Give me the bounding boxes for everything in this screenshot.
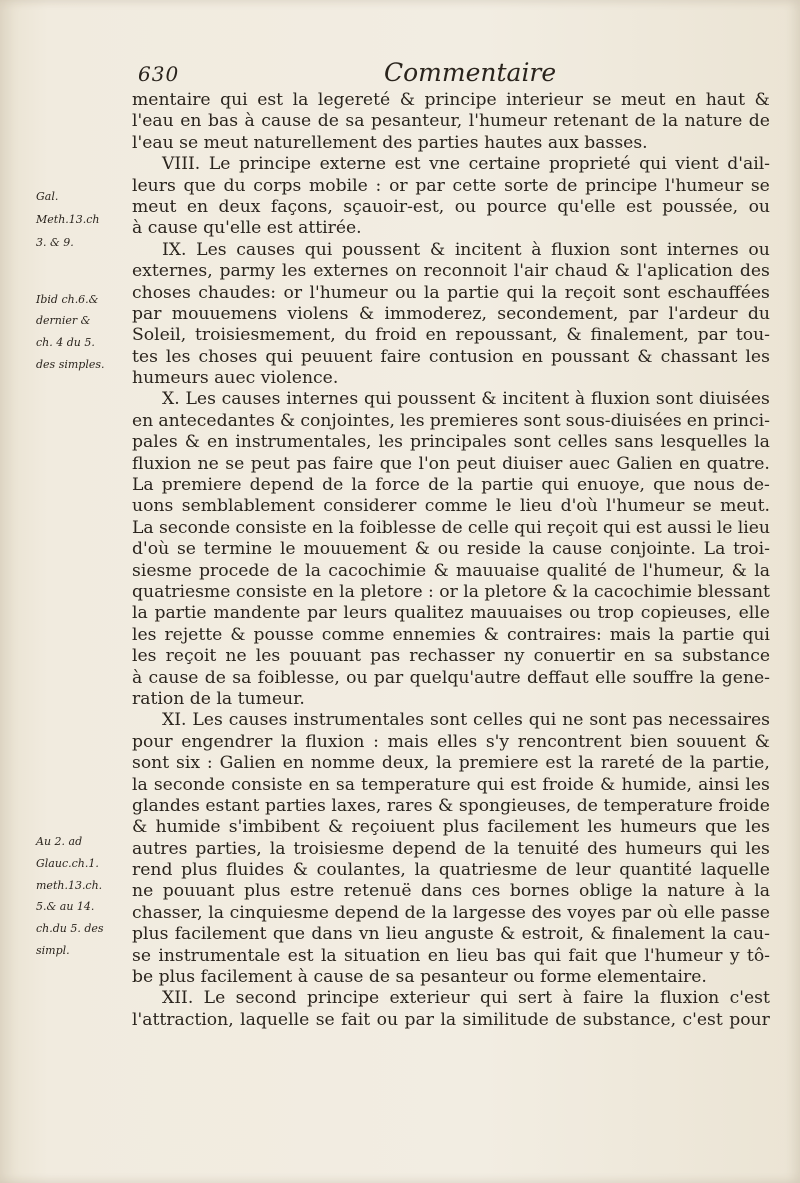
text-line: à cause de sa foiblesse, ou par quelqu'autre deffaut elle souffre la gene- — [132, 667, 770, 688]
text-line: plus facilement que dans vn lieu anguste & estroit, & finalement la cau- — [132, 924, 770, 945]
text-line: l'attraction, laquelle se fait ou par la similitude de substance, c'est pour — [132, 1009, 770, 1030]
margin-note: ch. 4 du 5. — [36, 336, 95, 349]
body-text — [132, 90, 770, 1031]
text-line: be plus facilement à cause de sa pesanteur ou forme elementaire. — [132, 967, 707, 988]
text-line: mentaire qui est la legereté & principe interieur se meut en haut & — [132, 90, 770, 110]
margin-note: dernier & — [36, 314, 91, 327]
text-line: glandes estant parties laxes, rares & spongieuses, de temperature froide — [132, 795, 770, 816]
text-line: XII. Le second principe exterieur qui sert à faire la fluxion c'est — [162, 988, 770, 1009]
text-line: externes, parmy les externes on reconnoit l'air chaud & l'aplication des — [132, 261, 770, 282]
text-line: leurs que du corps mobile : or par cette sorte de principe l'humeur se — [132, 175, 770, 196]
text-line: autres parties, la troisiesme depend de la tenuité des humeurs qui les — [132, 838, 770, 859]
text-line: Soleil, troisiesmement, du froid en repoussant, & finalement, par tou- — [132, 325, 770, 346]
text-line: l'eau en bas à cause de sa pesanteur, l'humeur retenant de la nature de — [132, 111, 770, 132]
text-line: ne pouuant plus estre retenuë dans ces bornes oblige la nature à la — [132, 881, 770, 902]
text-line: pales & en instrumentales, les principales sont celles sans lesquelles la — [132, 432, 770, 453]
text-line: en antecedantes & conjointes, les premieres sont sous-diuisées en princi- — [132, 410, 770, 431]
text-line: fluxion ne se peut pas faire que l'on peut diuiser auec Galien en quatre. — [132, 453, 770, 474]
margin-note: 5.& au 14. — [36, 900, 95, 913]
page-header — [0, 58, 800, 92]
text-line: XI. Les causes instrumentales sont celles qui ne sont pas necessaires — [162, 710, 770, 731]
text-line: se instrumentale est la situation en lieu bas qui fait que l'humeur y tô- — [132, 945, 770, 966]
text-line: ration de la tumeur. — [132, 688, 305, 709]
text-line: chasser, la cinquiesme depend de la largesse des voyes par où elle passe — [132, 902, 770, 923]
text-line: IX. Les causes qui poussent & incitent à fluxion sont internes ou — [162, 239, 770, 260]
text-line: uons semblablement considerer comme le lieu d'où l'humeur se meut. — [132, 496, 770, 517]
text-line: d'où se termine le mouuement & ou reside la cause conjointe. La troi- — [132, 539, 770, 560]
margin-note: ch.du 5. des — [36, 922, 104, 935]
text-line: à cause qu'elle est attirée. — [132, 218, 362, 239]
text-line: les rejette & pousse comme ennemies & contraires: mais la partie qui — [132, 624, 770, 645]
text-line: rend plus fluides & coulantes, la quatriesme de leur quantité laquelle — [132, 860, 770, 881]
margin-note: Gal. — [36, 190, 59, 203]
margin-note: des simples. — [36, 358, 105, 371]
text-line: VIII. Le principe externe est vne certaine proprieté qui vient d'ail- — [162, 154, 770, 175]
text-line: tes les choses qui peuuent faire contusion en poussant & chassant les — [132, 346, 770, 367]
text-line: choses chaudes: or l'humeur ou la partie qui la reçoit sont eschauffées — [132, 282, 770, 303]
text-line: sont six : Galien en nomme deux, la premiere est la rareté de la partie, — [132, 753, 770, 774]
text-line: La seconde consiste en la foiblesse de celle qui reçoit qui est aussi le lieu — [132, 517, 770, 538]
text-line: siesme procede de la cacochimie & mauuaise qualité de l'humeur, & la — [132, 560, 770, 581]
text-line: quatriesme consiste en la pletore : or la pletore & la cacochimie blessant — [132, 581, 770, 602]
margin-note: 3. & 9. — [36, 236, 74, 249]
margin-note: meth.13.ch. — [36, 879, 103, 892]
page-number: 630 — [138, 62, 180, 86]
text-line: par mouuemens violens & immoderez, secondement, par l'ardeur du — [132, 303, 770, 324]
text-line: X. Les causes internes qui poussent & incitent à fluxion sont diuisées — [162, 389, 770, 410]
text-line: meut en deux façons, sçauoir-est, ou pource qu'elle est poussée, ou — [132, 196, 770, 217]
text-line: la seconde consiste en sa temperature qui est froide & humide, ainsi les — [132, 774, 770, 795]
margin-note: Meth.13.ch — [36, 213, 100, 226]
text-line: la partie mandente par leurs qualitez mauuaises ou trop copieuses, elle — [132, 603, 770, 624]
text-line: La premiere depend de la force de la partie qui enuoye, que nous de- — [132, 475, 770, 496]
text-line: les reçoit ne les pouuant pas rechasser ny conuertir en sa substance — [132, 646, 770, 667]
text-line: & humide s'imbibent & reçoiuent plus facilement les humeurs que les — [132, 817, 770, 838]
margin-note: Ibid ch.6.& — [36, 293, 99, 306]
text-line: l'eau se meut naturellement des parties hautes aux basses. — [132, 132, 648, 153]
text-line: pour engendrer la fluxion : mais elles s'y rencontrent bien souuent & — [132, 731, 770, 752]
text-line: humeurs auec violence. — [132, 368, 339, 389]
margin-note: Glauc.ch.1. — [36, 857, 99, 870]
margin-note: simpl. — [36, 944, 70, 957]
running-title: Commentaire — [384, 58, 557, 87]
margin-note: Au 2. ad — [36, 835, 83, 848]
